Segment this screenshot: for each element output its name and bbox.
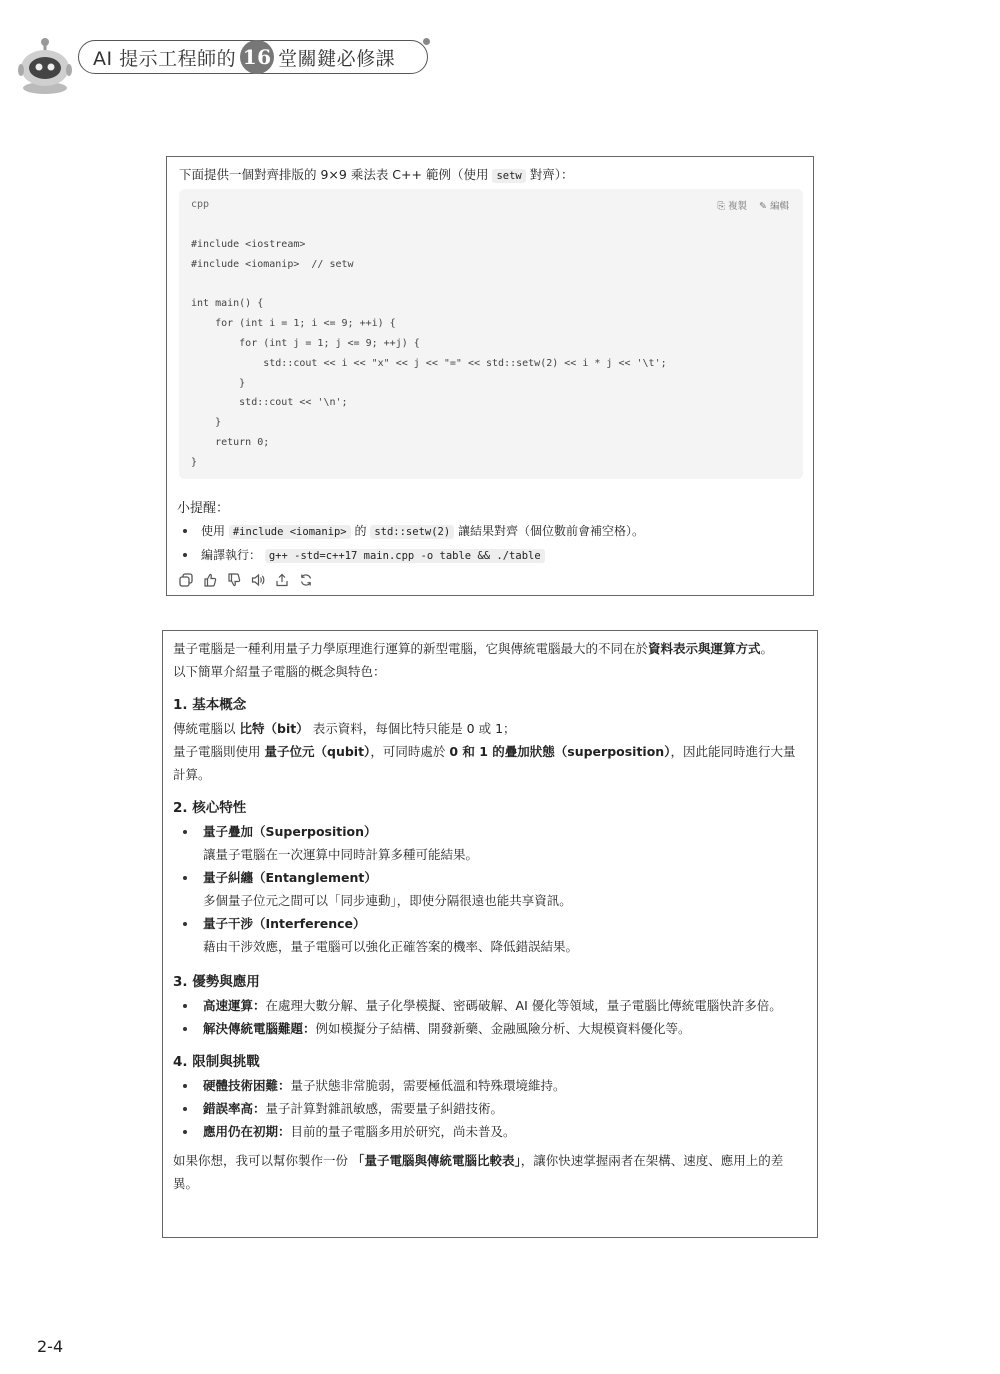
code-line: std::cout << '\n'; [191, 397, 348, 409]
inline-code: g++ -std=c++17 main.cpp -o table && ./table [265, 549, 545, 563]
page-number: 2-4 [37, 1337, 64, 1356]
code-line: for (int i = 1; i <= 9; ++i) { [191, 318, 396, 330]
inline-code-setw: setw [492, 169, 525, 183]
bold-text: 資料表示與運算方式 [648, 641, 761, 656]
code-line: } [191, 456, 198, 468]
text: 例如模擬分子結構、開發新藥、金融風險分析、大規模資料優化等。 [315, 1021, 691, 1036]
closing-paragraph [173, 1149, 807, 1195]
tip-text: 的 [354, 524, 367, 538]
code-line: } [191, 417, 222, 429]
text: ，讓你快速掌握兩者在架構、速度、應用上的差異。 [173, 1153, 784, 1191]
cpp-intro [179, 165, 573, 183]
tip-text: 讓結果對齊（個位數前會補空格）。 [458, 524, 645, 538]
text: 傳統電腦以 [173, 721, 236, 736]
paragraph [173, 740, 807, 786]
tips-list [181, 519, 644, 567]
code-line: std::cout << i << "x" << j << "=" << std::setw(2) << i * j << '\t'; [191, 357, 667, 369]
list-item [173, 1120, 807, 1143]
thumbs-up-icon[interactable] [203, 573, 217, 587]
chat-response-quantum [162, 630, 818, 1238]
paragraph [173, 717, 807, 740]
code-content [191, 235, 667, 473]
code-line: return 0; [191, 436, 270, 448]
list-item [173, 1097, 807, 1120]
copy-icon[interactable] [179, 573, 193, 587]
text: 目前的量子電腦多用於研究，尚未普及。 [290, 1124, 516, 1139]
code-line [191, 275, 667, 295]
section-heading: 1. 基本概念 [173, 697, 247, 713]
list-item [173, 1074, 807, 1097]
code-line: #include <iostream> [191, 239, 306, 250]
list-item [173, 912, 807, 935]
code-line: } [191, 377, 246, 389]
paragraph: 以下簡單介紹量子電腦的概念與特色： [173, 664, 386, 679]
advantage-list [173, 994, 807, 1040]
code-line: #include <iomanip> // setw [191, 258, 354, 270]
challenge-list [173, 1074, 807, 1143]
bold-text: 量子疊加（Superposition） [203, 824, 377, 839]
book-title-before: AI 提示工程師的 [93, 47, 237, 70]
book-header [12, 28, 452, 98]
feature-list [173, 866, 807, 889]
book-title-after: 堂關鍵必修課 [278, 47, 396, 70]
text: ，因此能同時進行大量計算。 [173, 744, 796, 782]
section-heading: 2. 核心特性 [173, 800, 247, 816]
speaker-icon[interactable] [251, 573, 265, 587]
list-item [173, 1017, 807, 1040]
feature-list [173, 912, 807, 935]
text: 量子狀態非常脆弱，需要極低溫和特殊環境維持。 [290, 1078, 566, 1093]
inline-code: std::setw(2) [370, 525, 454, 539]
decorative-dot [423, 38, 430, 45]
list-item [173, 994, 807, 1017]
code-actions [717, 198, 789, 212]
text: 量子計算對雜訊敏感，需要量子糾錯技術。 [265, 1101, 504, 1116]
list-item [173, 820, 807, 843]
text: 。 [760, 641, 774, 656]
inline-code: #include <iomanip> [229, 525, 351, 539]
code-block [179, 189, 803, 479]
text: 量子電腦是一種利用量子力學原理進行運算的新型電腦，它與傳統電腦最大的不同在於 [173, 641, 649, 656]
text: 表示資料，每個比特只能是 0 或 1； [312, 721, 516, 736]
cpp-intro-text: 下面提供一個對齊排版的 9×9 乘法表 C++ 範例（使用 [179, 167, 489, 182]
bold-text: 應用仍在初期： [203, 1124, 291, 1139]
list-item-description: 多個量子位元之間可以「同步連動」，即使分隔很遠也能共享資訊。 [203, 893, 572, 908]
list-item-description: 藉由干涉效應，量子電腦可以強化正確答案的機率、降低錯誤結果。 [203, 939, 579, 954]
bold-text: 硬體技術困難： [203, 1078, 291, 1093]
bold-text: 量子位元（qubit） [264, 744, 371, 759]
text: ，可同時處於 [370, 744, 446, 759]
list-item [173, 866, 807, 889]
list-item [181, 543, 644, 567]
copy-code-button[interactable]: ⎘ 複製 [717, 201, 748, 212]
tip-text: 編譯執行： [201, 548, 262, 562]
section-heading: 3. 優勢與應用 [173, 974, 260, 990]
section-heading: 4. 限制與挑戰 [173, 1054, 260, 1070]
bold-text: 量子糾纏（Entanglement） [203, 870, 377, 885]
code-language-label: cpp [191, 199, 210, 210]
text: 在處理大數分解、量子化學模擬、密碼破解、AI 優化等領域，量子電腦比傳統電腦快許多倍。 [265, 998, 782, 1013]
bold-text: 比特（bit） [239, 721, 309, 736]
response-toolbar [179, 573, 313, 587]
book-title [78, 40, 428, 74]
bold-text: 高速運算： [203, 998, 266, 1013]
thumbs-down-icon[interactable] [227, 573, 241, 587]
robot-mascot-icon [18, 32, 72, 96]
feature-list [173, 820, 807, 843]
tips-heading: 小提醒： [177, 501, 230, 516]
chapter-count-badge: 16 [240, 40, 274, 74]
text: 如果你想，我可以幫你製作一份 [173, 1153, 349, 1168]
edit-code-button[interactable]: ✎ 編輯 [759, 201, 789, 212]
tip-text: 使用 [201, 524, 226, 538]
code-line: for (int j = 1; j <= 9; ++j) { [191, 337, 420, 349]
bold-text: 量子干涉（Interference） [203, 916, 366, 931]
list-item [181, 519, 644, 543]
cpp-intro-text-end: 對齊）： [529, 167, 574, 182]
chat-response-cpp [166, 156, 814, 596]
text: 量子電腦則使用 [173, 744, 261, 759]
bold-text: 錯誤率高： [203, 1101, 266, 1116]
bold-text: 「量子電腦與傳統電腦比較表」 [352, 1153, 521, 1168]
list-item-description: 讓量子電腦在一次運算中同時計算多種可能結果。 [203, 847, 479, 862]
regenerate-icon[interactable] [299, 573, 313, 587]
share-icon[interactable] [275, 573, 289, 587]
bold-text: 0 和 1 的疊加狀態（superposition） [449, 744, 671, 759]
bold-text: 解決傳統電腦難題： [203, 1021, 316, 1036]
code-line: int main() { [191, 298, 264, 310]
paragraph [173, 637, 807, 660]
